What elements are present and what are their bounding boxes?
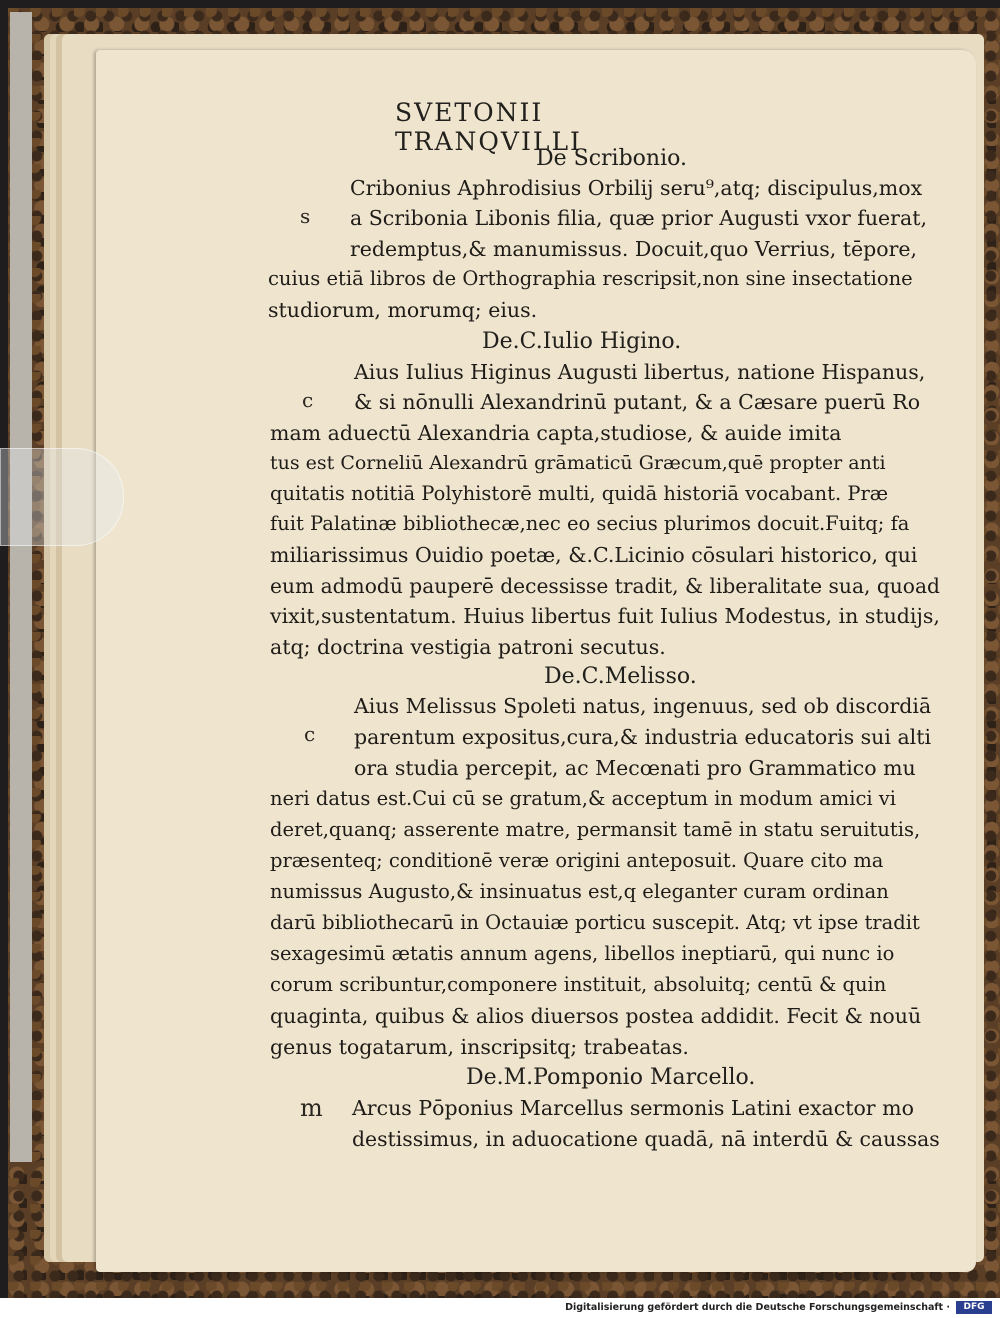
text-line: tus est Corneliū Alexandrū grāmaticū Græcum,quē propter anti xyxy=(270,452,886,474)
text-line: Aius Iulius Higinus Augusti libertus, natione Hispanus, xyxy=(354,360,926,384)
text-line: neri datus est.Cui cū se gratum,& acceptum in modum amici vi xyxy=(270,787,897,810)
text-line: ora studia percepit, ac Mecœnati pro Grammatico mu xyxy=(354,756,916,780)
text-line: cuius etiā libros de Orthographia rescripsit,non sine insectatione xyxy=(268,267,913,290)
text-line: quitatis notitiā Polyhistorē multi, quidā historiā vocabant. Præ xyxy=(270,482,889,505)
text-line: darū bibliothecarū in Octauiæ porticu suscepit. Atq; vt ipse tradit xyxy=(270,911,920,934)
dfg-logo: DFG xyxy=(956,1301,992,1314)
section-heading: De.C.Iulio Higino. xyxy=(482,329,682,354)
text-line: a Scribonia Libonis filia, quæ prior Augusti vxor fuerat, xyxy=(350,206,927,230)
initial-letter: m xyxy=(300,1094,323,1122)
text-line: deret,quanq; asserente matre, permansit tamē in statu seruitutis, xyxy=(270,818,921,841)
section-heading: De.M.Pomponio Marcello. xyxy=(466,1065,756,1090)
text-line: quaginta, quibus & alios diuersos postea addidit. Fecit & nouū xyxy=(270,1004,922,1028)
page-clip xyxy=(0,448,124,546)
text-line: redemptus,& manumissus. Docuit,quo Verrius, tēpore, xyxy=(350,237,918,261)
text-line: corum scribuntur,componere instituit, absoluitq; centū & quin xyxy=(270,973,887,996)
text-line: miliarissimus Ouidio poetæ, &.C.Licinio cōsulari historico, qui xyxy=(270,543,918,567)
text-line: eum admodū pauperē decessisse tradit, & liberalitate sua, quoad xyxy=(270,574,940,598)
text-line: præsenteq; conditionē veræ origini anteposuit. Quare cito ma xyxy=(270,849,884,872)
section-heading: De Scribonio. xyxy=(536,146,687,171)
text-line: fuit Palatinæ bibliothecæ,nec eo secius plurimos docuit.Fuitq; fa xyxy=(270,512,910,535)
text-line: atq; doctrina vestigia patroni secutus. xyxy=(270,635,666,659)
text-line: vixit,sustentatum. Huius libertus fuit Iulius Modestus, in studijs, xyxy=(270,604,940,628)
funding-credit: Digitalisierung gefördert durch die Deutsche Forschungsgemeinschaft · xyxy=(565,1302,950,1313)
text-line: mam aduectū Alexandria capta,studiose, & auide imita xyxy=(270,421,842,445)
section-heading: De.C.Melisso. xyxy=(544,664,697,689)
text-line: Arcus Pōponius Marcellus sermonis Latini exactor mo xyxy=(352,1096,914,1120)
initial-letter: c xyxy=(302,388,314,412)
text-line: parentum expositus,cura,& industria educatoris sui alti xyxy=(354,725,932,749)
running-head: SVETONII TRANQVILLI xyxy=(395,98,582,156)
text-line: studiorum, morumq; eius. xyxy=(268,298,538,322)
text-line: Aius Melissus Spoleti natus, ingenuus, sed ob discordiā xyxy=(354,694,932,718)
text-line: genus togatarum, inscripsitq; trabeatas. xyxy=(270,1035,689,1059)
spine-strip xyxy=(10,12,32,1162)
text-line: Cribonius Aphrodisius Orbilij seru⁹,atq; discipulus,mox xyxy=(350,176,923,200)
initial-letter: c xyxy=(304,722,316,746)
text-line: & si nōnulli Alexandrinū putant, & a Cæsare puerū Ro xyxy=(354,390,921,414)
text-line: destissimus, in aduocatione quadā, nā interdū & caussas xyxy=(352,1127,940,1151)
text-line: sexagesimū ætatis annum agens, libellos ineptiarū, qui nunc io xyxy=(270,942,895,965)
initial-letter: s xyxy=(300,204,311,228)
text-line: numissus Augusto,& insinuatus est,q eleganter curam ordinan xyxy=(270,880,889,903)
